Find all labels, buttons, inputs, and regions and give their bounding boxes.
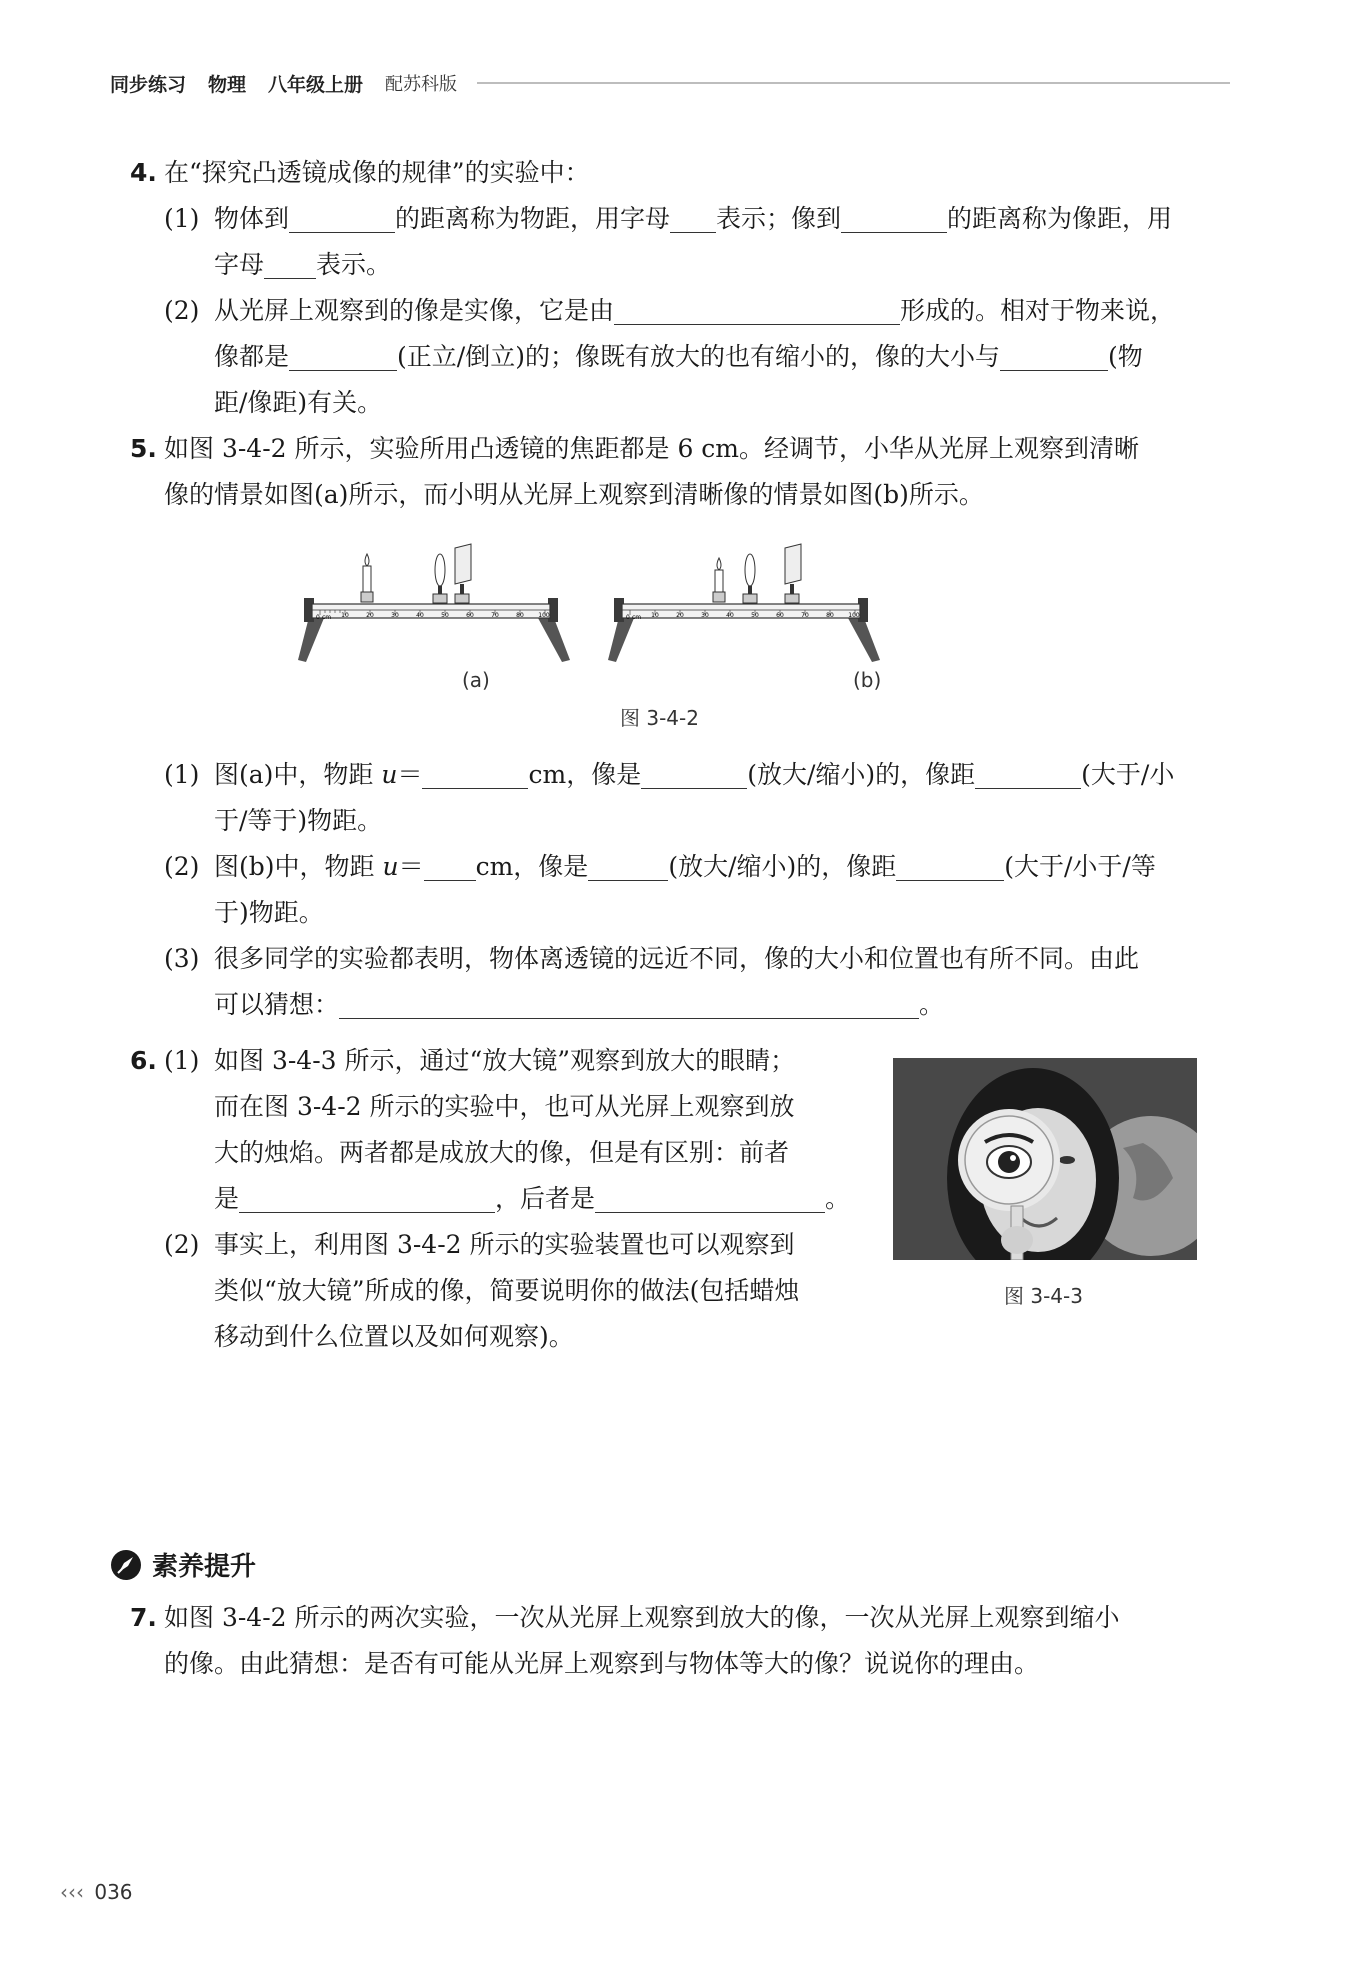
- book-subject: 物理: [208, 73, 247, 96]
- sub-question-2: [130, 288, 1230, 426]
- lens-b: [743, 554, 757, 603]
- text: ＝: [397, 760, 423, 789]
- page-footer: [60, 1880, 133, 1904]
- answer-blank[interactable]: [264, 248, 316, 279]
- text: 的距离称为物距，用字母: [395, 204, 671, 233]
- answer-blank[interactable]: [424, 850, 476, 881]
- bench-b: [608, 544, 880, 662]
- magnifier-photo: [893, 1058, 1197, 1260]
- text: (大于/小: [1081, 760, 1175, 789]
- sub-label: (2): [164, 1230, 200, 1259]
- page-number: 036: [94, 1880, 133, 1904]
- text: 表示；像到: [716, 204, 842, 233]
- optical-bench-figure: [290, 540, 1070, 670]
- ruler-unit-b: cm: [632, 614, 642, 621]
- figure-caption-3-4-3: 图 3-4-3: [1004, 1284, 1083, 1308]
- question-number: 4.: [130, 158, 157, 187]
- book-series: 同步练习: [110, 73, 187, 96]
- sub-question-2: [130, 1222, 890, 1360]
- question-number: 5.: [130, 434, 157, 463]
- svg-text:10: 10: [651, 612, 659, 619]
- text: 图(b)中，物距: [214, 852, 383, 881]
- rocket-badge-icon: [110, 1549, 142, 1581]
- text: 如图 3-4-3 所示，通过“放大镜”观察到放大的眼睛；: [214, 1046, 796, 1075]
- answer-blank[interactable]: [896, 850, 1004, 881]
- text: cm，像是: [528, 760, 642, 789]
- header-rule: [477, 82, 1230, 84]
- svg-text:20: 20: [676, 612, 684, 619]
- screen-a: [455, 544, 471, 603]
- book-edition: 配苏科版: [385, 74, 458, 95]
- answer-blank[interactable]: [975, 758, 1081, 789]
- question-4: [130, 150, 1230, 426]
- text: 。: [919, 990, 945, 1019]
- answer-blank[interactable]: [841, 202, 947, 233]
- sub-label: (2): [164, 852, 200, 881]
- figure-a-label: (a): [462, 668, 490, 692]
- text: ＝: [398, 852, 424, 881]
- sub-question-2: [130, 844, 1230, 936]
- answer-blank[interactable]: [339, 988, 919, 1019]
- text: 于)物距。: [214, 898, 324, 927]
- sub-label: (2): [164, 296, 200, 325]
- sub-question-1: [130, 1038, 890, 1222]
- text: 图(a)中，物距: [214, 760, 382, 789]
- question-stem: 在“探究凸透镜成像的规律”的实验中：: [164, 158, 590, 187]
- svg-text:60: 60: [776, 612, 784, 619]
- answer-blank[interactable]: [239, 1182, 495, 1213]
- text: 大的烛焰。两者都是成放大的像，但是有区别：前者: [214, 1138, 790, 1167]
- text: 。: [825, 1184, 851, 1213]
- sub-label: (1): [164, 1046, 200, 1075]
- text: 移动到什么位置以及如何观察)。: [214, 1322, 574, 1351]
- svg-text:50: 50: [751, 612, 759, 619]
- section-header: [110, 1546, 256, 1583]
- svg-text:40: 40: [726, 612, 734, 619]
- ruler-unit: cm: [322, 614, 332, 621]
- question-line-2: 的像。由此猜想：是否有可能从光屏上观察到与物体等大的像？说说你的理由。: [164, 1649, 1040, 1678]
- bench-a: [298, 544, 570, 662]
- text: 距/像距)有关。: [214, 388, 383, 417]
- svg-text:30: 30: [391, 612, 399, 619]
- answer-blank[interactable]: [289, 202, 395, 233]
- text: 表示。: [316, 250, 392, 279]
- text: 而在图 3-4-2 所示的实验中，也可从光屏上观察到放: [214, 1092, 795, 1121]
- text: (大于/小于/等: [1004, 852, 1156, 881]
- sub-question-3: [130, 936, 1230, 1028]
- page-header: [110, 68, 1230, 98]
- text: cm，像是: [475, 852, 589, 881]
- question-5: [130, 426, 1230, 518]
- candle-b: [713, 558, 725, 602]
- book-grade: 八年级上册: [268, 73, 364, 96]
- sub-label: (1): [164, 204, 200, 233]
- svg-text:60: 60: [466, 612, 474, 619]
- text: (正立/倒立)的；像既有放大的也有缩小的，像的大小与: [397, 342, 1000, 371]
- sub-question-1: [130, 752, 1230, 844]
- text: (放大/缩小)的，像距: [668, 852, 897, 881]
- answer-blank[interactable]: [641, 758, 747, 789]
- text: 是: [214, 1184, 240, 1213]
- text: 从光屏上观察到的像是实像，它是由: [214, 296, 615, 325]
- text: 类似“放大镜”所成的像，简要说明你的做法(包括蜡烛: [214, 1276, 800, 1305]
- answer-blank[interactable]: [614, 294, 900, 325]
- answer-blank[interactable]: [1000, 340, 1108, 371]
- text: 事实上，利用图 3-4-2 所示的实验装置也可以观察到: [214, 1230, 795, 1259]
- text: (物: [1107, 342, 1143, 371]
- variable-u: u: [381, 760, 398, 789]
- ruler-zero-b: 0: [626, 614, 630, 621]
- svg-text:70: 70: [491, 612, 499, 619]
- ruler-labels-b: [651, 612, 860, 619]
- page-marker-icon: ‹‹‹: [60, 1880, 84, 1904]
- sub-label: (3): [164, 944, 200, 973]
- question-line-1: 如图 3-4-2 所示的两次实验，一次从光屏上观察到放大的像，一次从光屏上观察到缩小: [164, 1603, 1120, 1632]
- svg-text:40: 40: [416, 612, 424, 619]
- sub-label: (1): [164, 760, 200, 789]
- question-number: 7.: [130, 1603, 157, 1632]
- question-5-parts: [130, 752, 1230, 1028]
- ruler-labels-a: [341, 612, 550, 619]
- svg-text:50: 50: [441, 612, 449, 619]
- svg-text:30: 30: [701, 612, 709, 619]
- text: (放大/缩小)的，像距: [747, 760, 976, 789]
- text: 的距离称为像距，用: [947, 204, 1173, 233]
- question-7: [130, 1595, 1230, 1687]
- text: 很多同学的实验都表明，物体离透镜的远近不同，像的大小和位置也有所不同。由此: [214, 944, 1140, 973]
- answer-blank[interactable]: [670, 202, 716, 233]
- svg-text:10: 10: [341, 612, 349, 619]
- answer-blank[interactable]: [422, 758, 528, 789]
- text: 物体到: [214, 204, 290, 233]
- svg-text:80: 80: [826, 612, 834, 619]
- lens-a: [433, 554, 447, 603]
- text: 像都是: [214, 342, 290, 371]
- answer-blank[interactable]: [595, 1182, 825, 1213]
- text: 可以猜想：: [214, 990, 340, 1019]
- ruler-zero: 0: [316, 614, 320, 621]
- answer-blank[interactable]: [289, 340, 397, 371]
- svg-text:80: 80: [516, 612, 524, 619]
- sub-question-1: [130, 196, 1230, 288]
- question-stem-line-2: 像的情景如图(a)所示，而小明从光屏上观察到清晰像的情景如图(b)所示。: [164, 480, 984, 509]
- answer-blank[interactable]: [588, 850, 668, 881]
- svg-text:100: 100: [538, 612, 550, 619]
- text: 字母: [214, 250, 265, 279]
- candle-a: [361, 554, 373, 602]
- svg-text:100: 100: [848, 612, 860, 619]
- svg-text:20: 20: [366, 612, 374, 619]
- question-number: 6.: [130, 1046, 157, 1075]
- figure-caption-3-4-2: 图 3-4-2: [620, 706, 699, 730]
- text: 形成的。相对于物来说，: [900, 296, 1176, 325]
- variable-u: u: [382, 852, 399, 881]
- section-title: 素养提升: [152, 1552, 257, 1582]
- svg-text:70: 70: [801, 612, 809, 619]
- question-stem-line-1: 如图 3-4-2 所示，实验所用凸透镜的焦距都是 6 cm。经调节，小华从光屏上观察到清晰: [164, 434, 1140, 463]
- question-6: [130, 1038, 890, 1360]
- figure-b-label: (b): [853, 668, 882, 692]
- screen-b: [785, 544, 801, 603]
- text: ，后者是: [495, 1184, 596, 1213]
- text: 于/等于)物距。: [214, 806, 383, 835]
